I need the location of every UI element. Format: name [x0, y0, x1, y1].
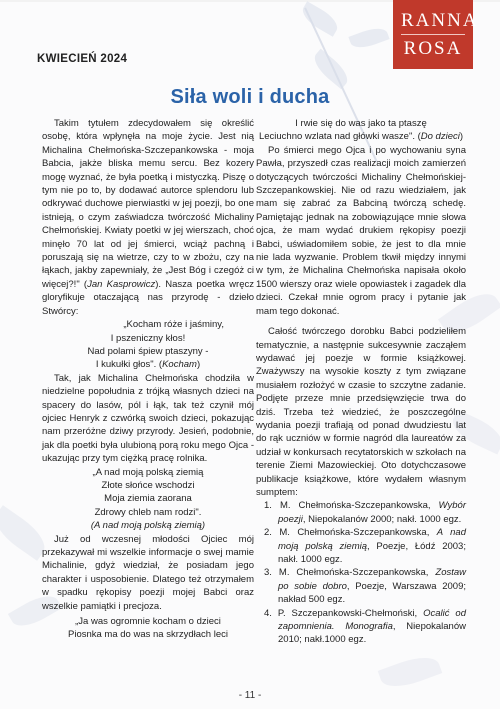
verse-line: Zdrowy chleb nam rodzi". [94, 506, 202, 518]
publication-item: 3. M. Chełmońska-Szczepankowska, Zostaw po sobie dobro, Poezje, Warszawa 2009; nakład 500 egz. [264, 567, 467, 606]
verse-line: „A nad moją polską ziemią [92, 466, 204, 478]
paragraph: Już od wczesnej młodości Ojciec mój przekazywał mi wszelkie informacje o swej mamie Michalinie, gdyż wiedział, że posiadam jego charakter i usposobienie. Dlatego też otrzymałem w spadku rękopisy poezji mojej Babci oraz wszelkie pamiątki i precjoza. [42, 533, 254, 612]
verse-line: Nad polami śpiew ptaszyny - [87, 345, 209, 357]
verse-line: Piosnka ma do was na skrzydłach leci [68, 629, 228, 641]
verse-line: I pszeniczny kłos! [110, 332, 186, 344]
verse-line: I rwie się do was jako ta ptaszę [295, 118, 427, 129]
verse-line: I kukułki głos". (Kocham) [95, 359, 201, 371]
decor-leaf [378, 650, 443, 693]
paragraph: Całość twórczego dorobku Babci podzieliłem tematycznie, a następnie sukcesywnie zacząłem wydawać jej poezje w formie książkowej. Zważywszy na wysokie koszty z tym związane musiałem rozłożyć w czasie to szczytne zadanie. Podjęte przeze mnie przedsięwzięcie trwa do dziś. Trzeba też wiedzieć, że poszczególne wydania poezji trafiają od ponad dwudziestu lat do rąk uczniów w formie nagród dla laureatów za udział w konkursach recytatorskich w szkołach na terenie Ziemi Mazowieckiej. Oto dotychczasowe publikacje książkowe, które wydałem własnym sumptem: [256, 326, 466, 498]
magazine-logo [393, 0, 479, 69]
verse-line: Złote słońce wschodzi [101, 479, 195, 491]
publication-item: 2. M. Chełmońska-Szczepankowska, A nad moją polską ziemią, Poezje, Łódź 2003; nakł. 1000 egz. [264, 527, 466, 565]
decor-leaf [298, 1, 342, 37]
verse-line: „Ja was ogromnie kocham o dzieci [75, 616, 221, 628]
paragraph: Po śmierci mego Ojca i po wychowaniu syna Pawła, przyszedł czas realizacji moich zamierzeń dotyczących twórczości Michaliny Chełmońskiej-Szczepankowskiej. Nie od razu wiedziałem, jak mam się zabrać za Babciną twórczą schedę. Pamiętając jednak na zobowiązujące mnie słowa ojca, że mam wydać drukiem rękopisy poezji Babci, uświadomiłem sobie, że jest to dla mnie nie lada wyzwanie. Problem tkwił między innymi w tym, że Michalina Chełmońska napisała około 1500 wierszy oraz wiele opowiastek i zagadek dla dzieci. Czekał mnie ogrom pracy i pytanie jak mam tego dokonać. [256, 144, 466, 317]
decor-leaf [348, 24, 389, 52]
verse-line: Leciuchno wzlata nad główki wasze". (Do dzieci) [258, 131, 464, 143]
publication-item: 4. P. Szczepankowski-Chełmoński, Ocalić od zapomnienia. Monografia, Niepokalanów 2010; nakł.1000 egz. [264, 607, 466, 646]
verse-line: Moja ziemia zaorana [104, 493, 192, 505]
paragraph: Takim tytułem zdecydowałem się określić osobę, która wpłynęła na moje życie. Jest nią Michalina Chełmońska-Szczepankowska - moja Babcia, jakże bliska memu sercu. Bez kozery mogę wyznać, że była poetką i mistyczką. Piszę o tym nie po to, by dodawać autorce splendoru lub odkrywać duchowe pierwiastki w jej poezji, bo one istnieją, o czym zaświadcza twórczość Michaliny Chełmońskiej. Kwiaty poetki w jej wierszach, choć minęło 70 lat od jej śmierci, wciąż pachną i poruszają się na wietrze, czy to w zbożu, czy na łąkach, jakby zapewniały, że „Jest Bóg i czegóż ci więcej?!" (Jan Kasprowicz). Nasza poetka wręcz gloryfikuje otaczającą nas przyrodę - dzieło Stwórcy: [42, 118, 254, 317]
right-column [256, 117, 466, 647]
issue-date: KWIECIEŃ 2024 [37, 53, 128, 65]
verse-line: „Kocham róże i jaśminy, [123, 319, 224, 331]
decor-leaf [309, 49, 353, 90]
publication-item: 1. M. Chełmońska-Szczepankowska, Wybór poezji, Niepokalanów 2000; nakł. 1000 egz. [264, 500, 466, 525]
publication-list [256, 499, 466, 646]
article-title: Siła woli i ducha [170, 86, 330, 108]
left-column [42, 117, 254, 642]
logo-line-2: ROSA [403, 38, 463, 59]
paragraph: Tak, jak Michalina Chełmońska chodziła w niedzielne popołudnia z trójką własnych dzieci na spacery do lasów, pól i łąk, tak też czynił mój ojciec Henryk z czwórką swoich dzieci, pokazując nam przeróżne dziwy przyrody. Jesień, podobnie, jak dla poetki była ulubioną porą roku mego Ojca - ukazując przy tym ciężką pracę rolnika. [42, 372, 254, 465]
page-number: - 11 - [238, 690, 262, 701]
verse-source: (A nad moją polską ziemią) [90, 520, 206, 532]
logo-line-1: RANNA [401, 10, 465, 35]
